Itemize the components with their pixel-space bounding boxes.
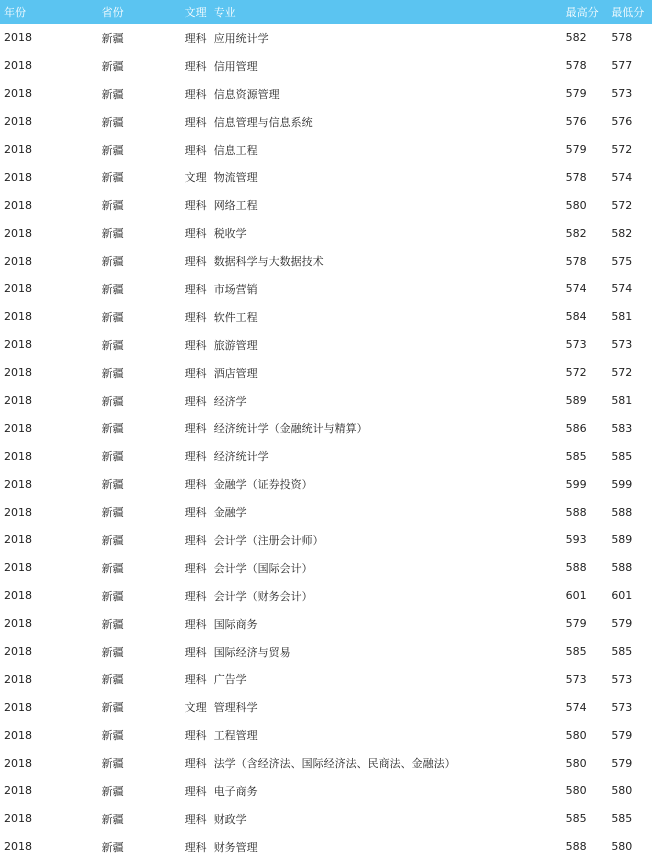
cell-min-score: 572 bbox=[611, 366, 633, 380]
cell-max-score: 579 bbox=[565, 143, 587, 156]
cell-type: 理科 bbox=[184, 506, 207, 520]
cell-province: 新疆 bbox=[101, 701, 124, 715]
cell-max-score: 585 bbox=[565, 812, 587, 826]
cell-major: 网络工程 bbox=[213, 199, 258, 213]
cell-max-score: 573 bbox=[565, 672, 587, 686]
cell-type: 理科 bbox=[184, 729, 207, 743]
cell-year: 2018 bbox=[4, 366, 32, 380]
cell-min-score: 588 bbox=[611, 505, 633, 519]
table-row bbox=[0, 638, 652, 666]
cell-type: 理科 bbox=[184, 227, 207, 241]
cell-type: 文理 bbox=[184, 171, 207, 185]
cell-major: 信息资源管理 bbox=[213, 87, 280, 101]
table-row bbox=[0, 693, 652, 721]
cell-year: 2018 bbox=[4, 170, 32, 184]
cell-max-score: 573 bbox=[565, 338, 587, 352]
table-header-row bbox=[0, 0, 652, 24]
table-row bbox=[0, 526, 652, 554]
cell-type: 理科 bbox=[184, 589, 207, 603]
cell-year: 2018 bbox=[4, 756, 32, 770]
cell-province: 新疆 bbox=[101, 422, 124, 436]
cell-province: 新疆 bbox=[101, 450, 124, 464]
cell-province: 新疆 bbox=[101, 589, 124, 603]
cell-province: 新疆 bbox=[101, 87, 124, 101]
cell-type: 理科 bbox=[184, 143, 207, 157]
table-body bbox=[0, 24, 652, 861]
cell-major: 应用统计学 bbox=[213, 31, 269, 45]
cell-province: 新疆 bbox=[101, 757, 124, 771]
cell-min-score: 589 bbox=[611, 533, 633, 547]
cell-year: 2018 bbox=[4, 421, 32, 435]
cell-min-score: 577 bbox=[611, 59, 633, 73]
cell-year: 2018 bbox=[4, 561, 32, 575]
cell-province: 新疆 bbox=[101, 645, 124, 659]
cell-year: 2018 bbox=[4, 226, 32, 240]
cell-province: 新疆 bbox=[101, 840, 124, 854]
cell-year: 2018 bbox=[4, 812, 32, 826]
cell-max-score: 576 bbox=[565, 115, 587, 129]
cell-major: 经济学 bbox=[213, 394, 247, 408]
cell-type: 理科 bbox=[184, 784, 207, 798]
table-row bbox=[0, 136, 652, 164]
cell-type: 理科 bbox=[184, 394, 207, 408]
cell-type: 理科 bbox=[184, 561, 207, 575]
cell-year: 2018 bbox=[4, 645, 32, 659]
cell-max-score: 584 bbox=[565, 310, 587, 324]
cell-max-score: 574 bbox=[565, 700, 587, 714]
cell-year: 2018 bbox=[4, 394, 32, 408]
cell-province: 新疆 bbox=[101, 617, 124, 631]
table-row bbox=[0, 219, 652, 247]
cell-type: 理科 bbox=[184, 115, 207, 129]
cell-year: 2018 bbox=[4, 310, 32, 324]
table-row bbox=[0, 24, 652, 52]
cell-type: 理科 bbox=[184, 255, 207, 269]
cell-min-score: 579 bbox=[611, 617, 633, 631]
cell-max-score: 578 bbox=[565, 170, 587, 184]
cell-major: 税收学 bbox=[213, 227, 247, 241]
cell-min-score: 572 bbox=[611, 143, 633, 156]
cell-major: 国际经济与贸易 bbox=[213, 645, 291, 659]
cell-major: 财务管理 bbox=[213, 840, 258, 854]
cell-major: 电子商务 bbox=[213, 784, 258, 798]
table-row bbox=[0, 163, 652, 191]
table-row bbox=[0, 414, 652, 442]
cell-max-score: 578 bbox=[565, 59, 587, 73]
cell-type: 理科 bbox=[184, 59, 207, 73]
cell-max-score: 585 bbox=[565, 449, 587, 463]
cell-major: 经济统计学（金融统计与精算） bbox=[213, 422, 368, 436]
cell-min-score: 573 bbox=[611, 700, 633, 714]
cell-province: 新疆 bbox=[101, 255, 124, 269]
cell-major: 信息工程 bbox=[213, 143, 258, 157]
cell-province: 新疆 bbox=[101, 673, 124, 687]
cell-province: 新疆 bbox=[101, 171, 124, 185]
header-max-score: 最高分 bbox=[562, 0, 608, 24]
cell-min-score: 581 bbox=[611, 310, 633, 324]
cell-year: 2018 bbox=[4, 115, 32, 129]
table-row bbox=[0, 749, 652, 777]
cell-province: 新疆 bbox=[101, 59, 124, 73]
cell-major: 会计学（国际会计） bbox=[213, 561, 313, 575]
cell-major: 软件工程 bbox=[213, 310, 258, 324]
cell-type: 理科 bbox=[184, 31, 207, 45]
header-year: 年份 bbox=[0, 0, 98, 24]
cell-major: 信息管理与信息系统 bbox=[213, 115, 313, 129]
cell-province: 新疆 bbox=[101, 561, 124, 575]
cell-year: 2018 bbox=[4, 31, 32, 45]
cell-type: 理科 bbox=[184, 673, 207, 687]
cell-province: 新疆 bbox=[101, 143, 124, 157]
cell-max-score: 574 bbox=[565, 282, 587, 296]
cell-type: 理科 bbox=[184, 366, 207, 380]
cell-max-score: 578 bbox=[565, 254, 587, 268]
cell-province: 新疆 bbox=[101, 366, 124, 380]
cell-min-score: 572 bbox=[611, 198, 633, 212]
table-row bbox=[0, 359, 652, 387]
cell-min-score: 578 bbox=[611, 31, 633, 45]
cell-year: 2018 bbox=[4, 143, 32, 156]
cell-type: 理科 bbox=[184, 338, 207, 352]
cell-max-score: 572 bbox=[565, 366, 587, 380]
cell-major: 国际商务 bbox=[213, 617, 258, 631]
cell-type: 理科 bbox=[184, 840, 207, 854]
cell-province: 新疆 bbox=[101, 310, 124, 324]
table-row bbox=[0, 387, 652, 415]
cell-year: 2018 bbox=[4, 672, 32, 686]
cell-min-score: 583 bbox=[611, 421, 633, 435]
header-min-score: 最低分 bbox=[607, 0, 652, 24]
cell-min-score: 575 bbox=[611, 254, 633, 268]
table-row bbox=[0, 554, 652, 582]
cell-province: 新疆 bbox=[101, 31, 124, 45]
cell-year: 2018 bbox=[4, 617, 32, 631]
table-row bbox=[0, 80, 652, 108]
table-row bbox=[0, 833, 652, 861]
cell-type: 理科 bbox=[184, 812, 207, 826]
table-row bbox=[0, 582, 652, 610]
cell-type: 理科 bbox=[184, 87, 207, 101]
cell-min-score: 585 bbox=[611, 449, 633, 463]
cell-min-score: 579 bbox=[611, 756, 633, 770]
cell-max-score: 580 bbox=[565, 728, 587, 742]
cell-year: 2018 bbox=[4, 840, 32, 854]
cell-min-score: 573 bbox=[611, 338, 633, 352]
cell-max-score: 580 bbox=[565, 198, 587, 212]
cell-major: 经济统计学 bbox=[213, 450, 269, 464]
cell-year: 2018 bbox=[4, 728, 32, 742]
cell-max-score: 580 bbox=[565, 784, 587, 798]
cell-max-score: 599 bbox=[565, 477, 587, 491]
cell-major: 物流管理 bbox=[213, 171, 258, 185]
cell-max-score: 582 bbox=[565, 226, 587, 240]
table-row bbox=[0, 470, 652, 498]
cell-type: 理科 bbox=[184, 282, 207, 296]
cell-min-score: 588 bbox=[611, 561, 633, 575]
cell-province: 新疆 bbox=[101, 784, 124, 798]
table-row bbox=[0, 610, 652, 638]
cell-min-score: 580 bbox=[611, 784, 633, 798]
cell-type: 理科 bbox=[184, 450, 207, 464]
cell-province: 新疆 bbox=[101, 812, 124, 826]
cell-type: 文理 bbox=[184, 701, 207, 715]
cell-year: 2018 bbox=[4, 449, 32, 463]
cell-major: 数据科学与大数据技术 bbox=[213, 255, 324, 269]
table-row bbox=[0, 247, 652, 275]
cell-max-score: 588 bbox=[565, 840, 587, 854]
cell-province: 新疆 bbox=[101, 394, 124, 408]
cell-min-score: 574 bbox=[611, 170, 633, 184]
cell-type: 理科 bbox=[184, 757, 207, 771]
table-row bbox=[0, 777, 652, 805]
cell-province: 新疆 bbox=[101, 199, 124, 213]
table-row bbox=[0, 275, 652, 303]
cell-year: 2018 bbox=[4, 59, 32, 73]
cell-max-score: 589 bbox=[565, 394, 587, 408]
table-row bbox=[0, 665, 652, 693]
cell-type: 理科 bbox=[184, 617, 207, 631]
cell-major: 金融学 bbox=[213, 506, 247, 520]
cell-year: 2018 bbox=[4, 282, 32, 296]
cell-year: 2018 bbox=[4, 254, 32, 268]
cell-max-score: 586 bbox=[565, 421, 587, 435]
cell-type: 理科 bbox=[184, 645, 207, 659]
cell-year: 2018 bbox=[4, 505, 32, 519]
cell-major: 市场营销 bbox=[213, 282, 258, 296]
cell-year: 2018 bbox=[4, 784, 32, 798]
cell-min-score: 581 bbox=[611, 394, 633, 408]
cell-min-score: 574 bbox=[611, 282, 633, 296]
header-major: 专业 bbox=[210, 0, 562, 24]
cell-major: 旅游管理 bbox=[213, 338, 258, 352]
cell-province: 新疆 bbox=[101, 533, 124, 547]
cell-major: 会计学（注册会计师） bbox=[213, 533, 324, 547]
cell-min-score: 601 bbox=[611, 589, 633, 603]
cell-min-score: 585 bbox=[611, 812, 633, 826]
cell-province: 新疆 bbox=[101, 506, 124, 520]
cell-year: 2018 bbox=[4, 338, 32, 352]
cell-province: 新疆 bbox=[101, 227, 124, 241]
cell-min-score: 576 bbox=[611, 115, 633, 129]
table-row bbox=[0, 805, 652, 833]
cell-year: 2018 bbox=[4, 700, 32, 714]
cell-province: 新疆 bbox=[101, 729, 124, 743]
table-row bbox=[0, 721, 652, 749]
table-row bbox=[0, 331, 652, 359]
cell-major: 法学（含经济法、国际经济法、民商法、金融法） bbox=[213, 757, 456, 771]
cell-max-score: 588 bbox=[565, 505, 587, 519]
cell-year: 2018 bbox=[4, 589, 32, 603]
table-row bbox=[0, 108, 652, 136]
cell-province: 新疆 bbox=[101, 282, 124, 296]
cell-province: 新疆 bbox=[101, 115, 124, 129]
header-province: 省份 bbox=[98, 0, 181, 24]
cell-max-score: 585 bbox=[565, 645, 587, 659]
cell-major: 信用管理 bbox=[213, 59, 258, 73]
cell-max-score: 582 bbox=[565, 31, 587, 45]
table-row bbox=[0, 442, 652, 470]
cell-major: 广告学 bbox=[213, 673, 247, 687]
cell-min-score: 573 bbox=[611, 672, 633, 686]
cell-max-score: 588 bbox=[565, 561, 587, 575]
cell-max-score: 601 bbox=[565, 589, 587, 603]
cell-year: 2018 bbox=[4, 533, 32, 547]
table-row bbox=[0, 498, 652, 526]
cell-min-score: 599 bbox=[611, 477, 633, 491]
cell-max-score: 580 bbox=[565, 756, 587, 770]
cell-max-score: 579 bbox=[565, 87, 587, 101]
cell-min-score: 582 bbox=[611, 226, 633, 240]
cell-major: 财政学 bbox=[213, 812, 247, 826]
cell-year: 2018 bbox=[4, 198, 32, 212]
cell-type: 理科 bbox=[184, 533, 207, 547]
cell-major: 管理科学 bbox=[213, 701, 258, 715]
cell-min-score: 573 bbox=[611, 87, 633, 101]
cell-type: 理科 bbox=[184, 478, 207, 492]
cell-province: 新疆 bbox=[101, 478, 124, 492]
cell-major: 酒店管理 bbox=[213, 366, 258, 380]
header-type: 文理 bbox=[181, 0, 210, 24]
cell-province: 新疆 bbox=[101, 338, 124, 352]
cell-type: 理科 bbox=[184, 199, 207, 213]
cell-major: 工程管理 bbox=[213, 729, 258, 743]
cell-min-score: 580 bbox=[611, 840, 633, 854]
cell-major: 会计学（财务会计） bbox=[213, 589, 313, 603]
cell-year: 2018 bbox=[4, 87, 32, 101]
cell-min-score: 579 bbox=[611, 728, 633, 742]
table-row bbox=[0, 52, 652, 80]
cell-max-score: 579 bbox=[565, 617, 587, 631]
cell-max-score: 593 bbox=[565, 533, 587, 547]
cell-type: 理科 bbox=[184, 422, 207, 436]
cell-year: 2018 bbox=[4, 477, 32, 491]
cell-major: 金融学（证券投资） bbox=[213, 478, 313, 492]
table-row bbox=[0, 191, 652, 219]
cell-type: 理科 bbox=[184, 310, 207, 324]
cell-min-score: 585 bbox=[611, 645, 633, 659]
table-row bbox=[0, 303, 652, 331]
